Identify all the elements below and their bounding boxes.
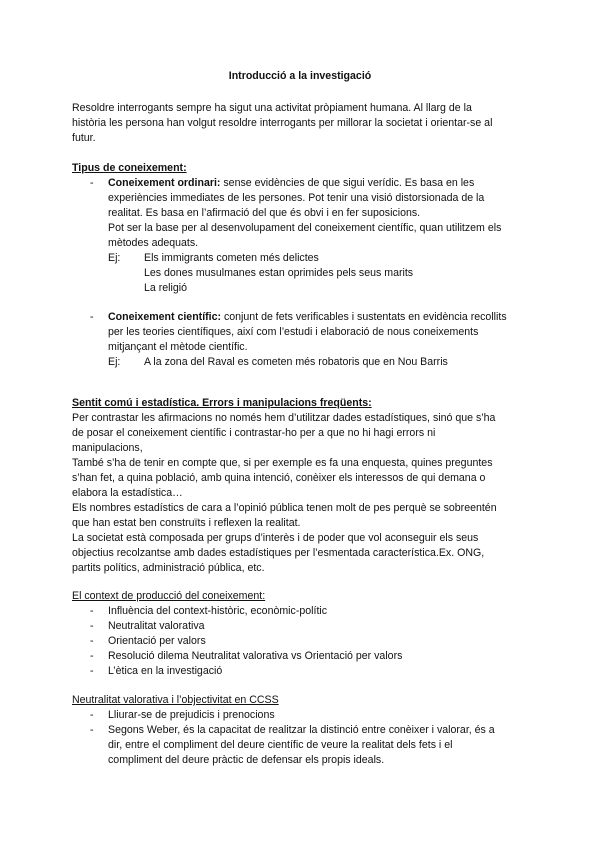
list-item: Influència del context-històric, econòmic-polític [108,605,328,617]
section-heading-context: El context de producció del coneixement: [72,590,266,602]
list-item-continuation: compliment del deure pràctic de defensar els propis ideals. [108,754,385,766]
example-label: Ej: [108,252,121,264]
section-heading-sentit-comu: Sentit comú i estadística. Errors i manipulacions freqüents: [72,397,372,409]
paragraph-line: També s’ha de tenir en compte que, si per exemple es fa una enquesta, quines preguntes [72,457,493,469]
example-label: Ej: [108,356,121,368]
example-item: A la zona del Raval es cometen més robatoris que en Nou Barris [144,356,448,368]
definition-text: conjunt de fets verificables i sustentats en evidència recollits [221,311,507,323]
example-item: Les dones musulmanes estan oprimides pels seus marits [144,267,414,279]
paragraph-line: manipulacions, [72,442,143,454]
intro-line: futur. [72,132,96,144]
paragraph-line: Per contrastar les afirmacions no només hem d’utilitzar dades estadístiques, sinó que s’ha [72,412,496,424]
term-ordinari: Coneixement ordinari: [108,177,221,189]
definition-line: mètodes adequats. [108,237,199,249]
bullet-dash: - [90,650,94,662]
definition-text: sense evidències de que sigui verídic. Es basa en les [220,177,475,189]
bullet-dash: - [90,635,94,647]
paragraph-line: de posar el coneixement científic i contrastar-ho per a que no hi hagi errors ni [72,427,436,439]
intro-line: història les persona han volgut resoldre interrogants per millorar la societat i orientar-se al [72,117,493,129]
list-item: Neutralitat valorativa [108,620,205,632]
paragraph-line: Els nombres estadístics de cara a l’opinió pública tenen molt de pes perquè se sobreentén [72,502,497,514]
bullet-dash: - [90,724,94,736]
bullet-dash: - [90,177,94,189]
bullet-dash: - [90,709,94,721]
bullet-dash: - [90,605,94,617]
bullet-dash: - [90,620,94,632]
example-item: La religió [144,282,187,294]
paragraph-line: s’han fet, a quina població, amb quina intenció, conèixer els interessos de qui demana o [72,472,486,484]
definition-line: Pot ser la base per al desenvolupament del coneixement científic, quan utilitzem els [108,222,502,234]
definition-line: realitat. Es basa en l’afirmació del que és obvi i en fer suposicions. [108,207,421,219]
definition-line: experiències immediates de les persones. Pot tenir una visió distorsionada de la [108,192,485,204]
list-item: Lliurar-se de prejudicis i prenocions [108,709,275,721]
section-heading-tipus: Tipus de coneixement: [72,162,187,174]
definition-cientific [108,310,507,325]
example-item: Els immigrants cometen més delictes [144,252,319,264]
definition-ordinari [108,176,474,191]
paragraph-line: que han estat ben construïts i reflexen la realitat. [72,517,301,529]
paragraph-line: La societat està composada per grups d’interès i de poder que vol aconseguir els seus [72,532,479,544]
paragraph-line: objectius recolzantse amb dades estadístiques per l’esmentada característica.Ex. ONG, [72,547,485,559]
list-item: Resolució dilema Neutralitat valorativa vs Orientació per valors [108,650,403,662]
page-title: Introducció a la investigació [228,70,372,82]
list-item-continuation: dir, entre el compliment del deure científic de veure la realitat dels fets i el [108,739,453,751]
paragraph-line: elabora la estadística… [72,487,183,499]
paragraph-line: partits polítics, administració pública, etc. [72,562,265,574]
intro-line: Resoldre interrogants sempre ha sigut una activitat pròpiament humana. Al llarg de la [72,102,472,114]
section-heading-neutralitat: Neutralitat valorativa i l’objectivitat en CCSS [72,694,279,706]
list-item: L’ètica en la investigació [108,665,223,677]
definition-line: mitjançant el mètode científic. [108,341,248,353]
term-cientific: Coneixement científic: [108,311,222,323]
list-item: Orientació per valors [108,635,206,647]
bullet-dash: - [90,311,94,323]
bullet-dash: - [90,665,94,677]
list-item: Segons Weber, és la capacitat de realitzar la distinció entre conèixer i valorar, és a [108,724,495,736]
definition-line: per les teories científiques, així com l’estudi i elaboració de nous coneixements [108,326,479,338]
